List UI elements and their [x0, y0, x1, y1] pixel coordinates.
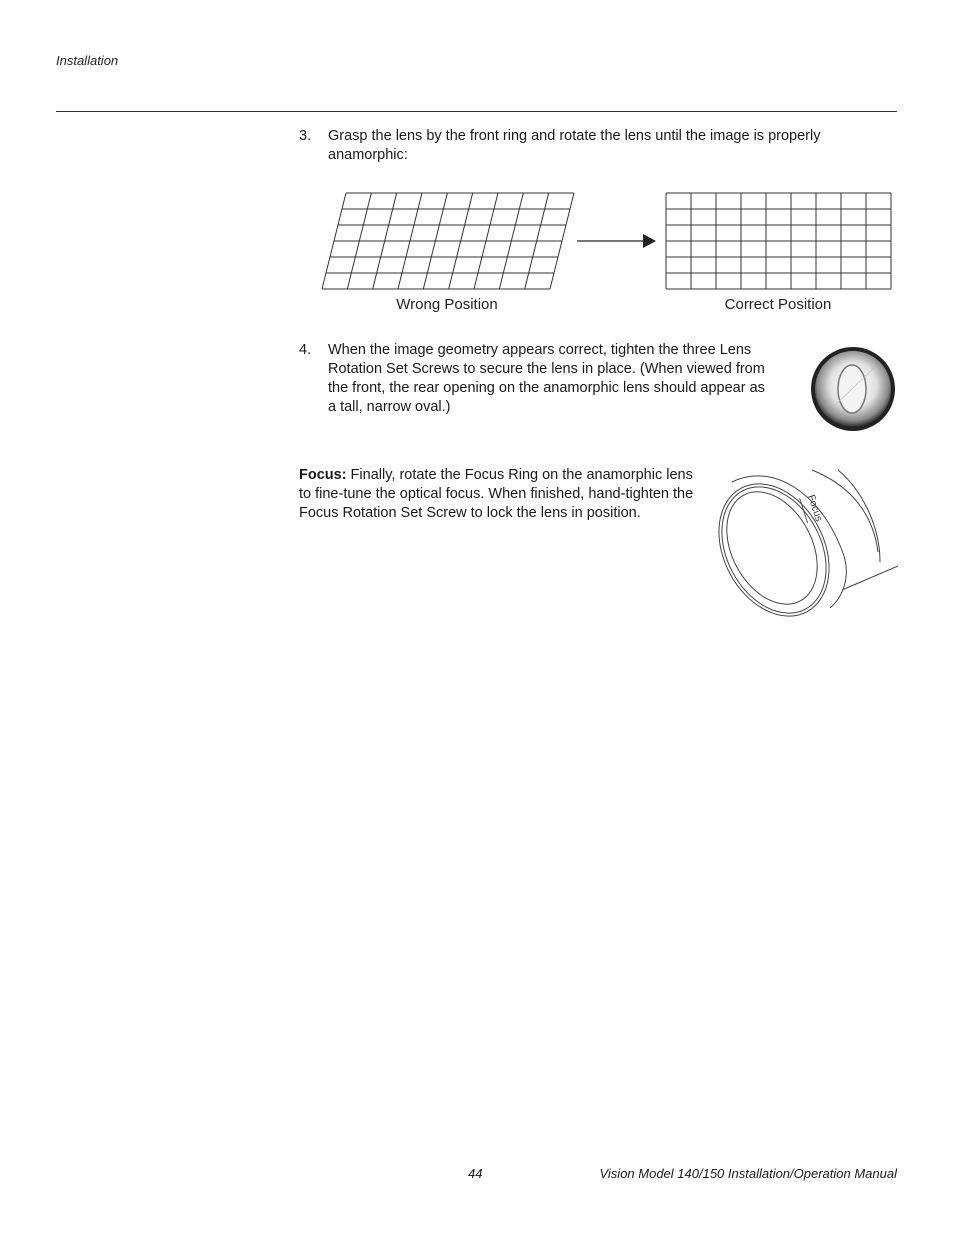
- correct-position-label: Correct Position: [724, 296, 832, 313]
- step-text: When the image geometry appears correct, tighten the three Lens Rotation Set Screws to secure the lens in place. (When viewed from the front, the rear opening on the anamorphic lens should appear as a tall, narrow oval.): [328, 342, 765, 415]
- lens-focus-ring-illustration: [712, 466, 900, 618]
- page-number: 44: [468, 1166, 483, 1181]
- manual-title: Vision Model 140/150 Installation/Operation Manual: [599, 1166, 897, 1181]
- focus-ring-label: Focus: [805, 493, 825, 523]
- lens-front-view-icon: [810, 346, 898, 434]
- step-text: Grasp the lens by the front ring and rotate the lens until the image is properly anamorphic:: [328, 128, 821, 163]
- header-rule: [56, 111, 897, 112]
- focus-label: Focus:: [299, 467, 347, 483]
- running-header: Installation: [56, 53, 119, 68]
- correct-position-grid: [665, 192, 892, 290]
- step-number: 3.: [299, 128, 312, 144]
- focus-text: Finally, rotate the Focus Ring on the anamorphic lens to fine-tune the optical focus. When finished, hand-tighten the Focus Rotation Set Screw to lock the lens in position.: [299, 467, 694, 521]
- step-number: 4.: [299, 342, 312, 358]
- focus-paragraph: [299, 466, 699, 523]
- wrong-position-grid: [320, 192, 574, 290]
- wrong-position-label: Wrong Position: [396, 296, 498, 313]
- arrow-icon: [577, 233, 657, 249]
